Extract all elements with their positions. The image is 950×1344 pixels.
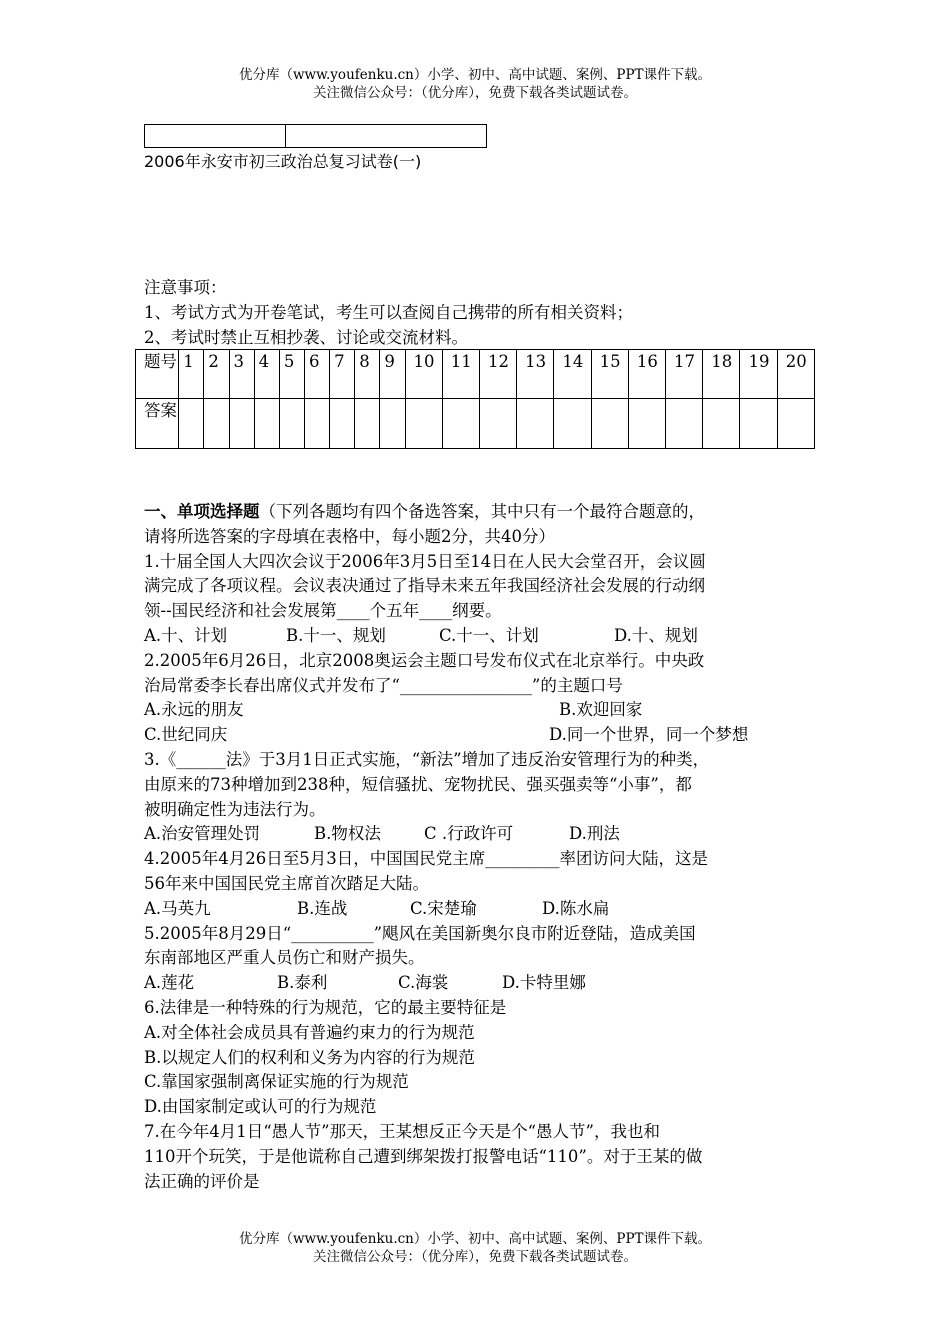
number-cell: 18 [703,350,740,399]
q4-line-2: 56年来中国国民党主席首次踏足大陆。 [144,873,429,893]
questions-body [144,500,816,1194]
q2-option-b: B.欢迎回家 [559,700,643,720]
footer-line-1: 优分库（www.youfenku.cn）小学、初中、高中试题、案例、PPT课件下载。 [238,1231,712,1247]
section-1-heading [144,500,816,525]
q5-option-c: C.海裳 [398,973,449,993]
q2-option-a: A.永远的朋友 [144,700,244,720]
answer-cell [380,399,405,449]
section-1-instructions-a: （下列各题均有四个备选答案，其中只有一个最符合题意的， [259,502,705,521]
number-cell: 20 [777,350,814,399]
number-cell: 4 [254,350,279,399]
answer-cell [740,399,777,449]
answer-cell [204,399,229,449]
notes-heading: 注意事项： [144,278,227,297]
notes-item-2: 2、考试时禁止互相抄袭、讨论或交流材料。 [144,328,468,347]
q3-line-3: 被明确定性为违法行为。 [144,799,326,819]
answer-cell [666,399,703,449]
page-footer [0,1230,950,1266]
answer-cell [279,399,304,449]
number-cell: 16 [628,350,665,399]
score-box [144,124,487,148]
answer-cell [554,399,591,449]
q1-option-c: C.十一、计划 [439,625,539,645]
q4-option-d: D.陈水扁 [542,898,610,918]
notes-block [144,275,633,350]
q4-options [144,897,816,922]
number-cell: 12 [479,350,516,399]
q3-line-2: 由原来的73种增加到238种，短信骚扰、宠物扰民、强买强卖等“小事”，都 [144,774,692,794]
answer-cell [777,399,814,449]
q1-line-1: 1.十届全国人大四次会议于2006年3月5日至14日在人民大会堂召开，会议圆 [144,551,706,571]
q2-line-2: 治局常委李长春出席仪式并发布了“________________”的主题口号 [144,675,623,695]
number-cell: 14 [554,350,591,399]
q6-line-1: 6.法律是一种特殊的行为规范，它的最主要特征是 [144,997,507,1017]
number-cell: 13 [517,350,554,399]
q1-line-2: 满完成了各项议程。会议表决通过了指导未来五年我国经济社会发展的行动纲 [144,576,705,596]
q7-line-2: 110开个玩笑，于是他谎称自己遭到绑架拨打报警电话“110”。对于王某的做 [144,1146,703,1166]
q5-line-2: 东南部地区严重人员伤亡和财产损失。 [144,948,425,968]
section-1-title: 一、单项选择题 [144,502,260,521]
number-cell: 17 [666,350,703,399]
q6-option-d: D.由国家制定或认可的行为规范 [144,1097,377,1117]
number-cell: 6 [304,350,329,399]
header-line-1: 优分库（www.youfenku.cn）小学、初中、高中试题、案例、PPT课件下载。 [238,67,712,83]
footer-line-2: 关注微信公众号：（优分库），免费下载各类试题试卷。 [313,1249,637,1265]
answer-cell [703,399,740,449]
number-cell: 8 [355,350,380,399]
answer-cell [304,399,329,449]
row-label-answer: 答案 [136,399,179,449]
header-line-2: 关注微信公众号：（优分库），免费下载各类试题试卷。 [313,85,637,101]
q5-option-a: A.莲花 [144,973,195,993]
answer-table-answer-row [136,399,815,449]
q5-option-d: D.卡特里娜 [502,973,586,993]
page-header [0,66,950,102]
q3-option-d: D.刑法 [569,824,620,844]
score-cell-2 [286,125,487,148]
q1-option-b: B.十一、规划 [286,625,386,645]
q2-options-row-2 [144,723,816,748]
q3-line-1: 3.《______法》于3月1日正式实施，“新法”增加了违反治安管理行为的种类， [144,749,710,769]
page-title: 2006年永安市初三政治总复习试卷(一) [144,152,422,171]
number-cell: 10 [405,350,442,399]
answer-cell [405,399,442,449]
q1-option-d: D.十、规划 [614,625,698,645]
number-cell: 1 [179,350,204,399]
q3-option-c: C .行政许可 [424,824,514,844]
answer-cell [229,399,254,449]
q3-option-a: A.治安管理处罚 [144,824,261,844]
q6-option-b: B.以规定人们的权利和义务为内容的行为规范 [144,1047,475,1067]
q4-option-c: C.宋楚瑜 [410,898,477,918]
number-cell: 15 [591,350,628,399]
answer-cell [591,399,628,449]
row-label-number: 题号 [136,350,179,399]
q7-line-1: 7.在今年4月1日“愚人节”那天，王某想反正今天是个“愚人节”，我也和 [144,1121,660,1141]
q4-option-a: A.马英九 [144,898,211,918]
answer-table [135,349,815,449]
q3-options [144,822,816,847]
notes-item-1: 1、考试方式为开卷笔试，考生可以查阅自己携带的所有相关资料； [144,303,633,322]
q5-line-1: 5.2005年8月29日“__________”飓风在美国新奥尔良市附近登陆，造成美国 [144,923,696,943]
section-1-instructions-b: 请将所选答案的字母填在表格中，每小题2分，共40分） [144,526,555,546]
answer-cell [355,399,380,449]
number-cell: 11 [442,350,479,399]
number-cell: 3 [229,350,254,399]
q6-option-c: C.靠国家强制离保证实施的行为规范 [144,1072,409,1092]
q3-option-b: B.物权法 [314,824,381,844]
number-cell: 19 [740,350,777,399]
answer-cell [330,399,355,449]
number-cell: 2 [204,350,229,399]
number-cell: 9 [380,350,405,399]
q2-option-c: C.世纪同庆 [144,725,228,745]
q5-options [144,971,816,996]
score-cell-1 [145,125,286,148]
answer-cell [179,399,204,449]
answer-cell [517,399,554,449]
answer-cell [254,399,279,449]
q4-line-1: 4.2005年4月26日至5月3日，中国国民党主席_________率团访问大陆，这是 [144,849,708,869]
answer-cell [628,399,665,449]
q1-option-a: A.十、计划 [144,625,228,645]
q7-line-3: 法正确的评价是 [144,1171,260,1191]
q2-line-1: 2.2005年6月26日，北京2008奥运会主题口号发布仪式在北京举行。中央政 [144,650,705,670]
answer-table-number-row [136,350,815,399]
q1-options [144,624,816,649]
q6-option-a: A.对全体社会成员具有普遍约束力的行为规范 [144,1022,475,1042]
q2-option-d: D.同一个世界，同一个梦想 [549,725,749,745]
q4-option-b: B.连战 [297,898,348,918]
q1-line-3: 领--国民经济和社会发展第____个五年____纲要。 [144,601,502,621]
number-cell: 5 [279,350,304,399]
number-cell: 7 [330,350,355,399]
q5-option-b: B.泰利 [277,973,328,993]
answer-cell [479,399,516,449]
answer-cell [442,399,479,449]
q2-options-row-1 [144,698,816,723]
